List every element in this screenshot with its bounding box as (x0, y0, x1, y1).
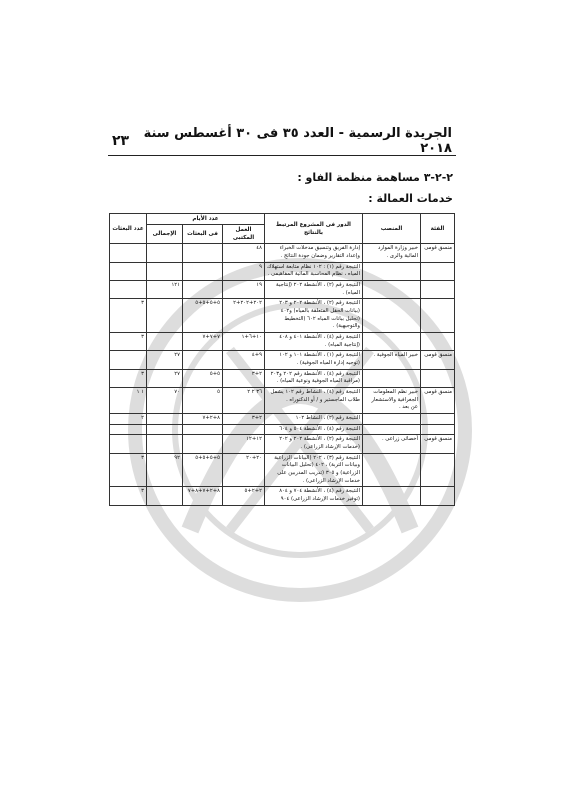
cell-missions: ٥+٥+٥+٥ (183, 453, 223, 487)
cell-total: ٧٠ (147, 388, 183, 414)
cell-category (421, 369, 455, 387)
cell-office: ١٩ (223, 281, 265, 299)
cell-role: النتيجة رقم (٢) ، النشاط ١٠٢ (265, 414, 363, 425)
cell-role: النتيجة رقم (٤) ، الأنشطة ٤٠١ و ٤٠٨ (إنتاجية المياه) . (265, 333, 363, 351)
cell-office: ٢+٣ (223, 369, 265, 387)
cell-missions: ٨+٢+٧ (183, 414, 223, 425)
cell-count (110, 244, 147, 262)
cell-role: النتيجة رقم (١) ، الأنشطة ١٠١ و ١٠٢ (توجيه إدارة المياه الجوفية) . (265, 351, 363, 369)
cell-office: ٢+٢+٥ (223, 487, 265, 505)
cell-total (147, 262, 183, 280)
cell-office: ٤٨ (223, 244, 265, 262)
table-row (110, 262, 455, 280)
cell-category (421, 299, 455, 333)
cell-total: ٢٧ (147, 369, 183, 387)
cell-total (147, 333, 183, 351)
table-row (110, 388, 455, 414)
cell-category (421, 414, 455, 425)
cell-office: ٩+٤ (223, 351, 265, 369)
page-header (112, 126, 452, 156)
cell-count: ٣ (110, 333, 147, 351)
cell-total (147, 424, 183, 435)
cell-missions (183, 424, 223, 435)
cell-position (363, 369, 421, 387)
cell-count: ٢ (110, 414, 147, 425)
cell-missions (183, 435, 223, 453)
cell-role: النتيجة رقم (٤) ، النشاط رقم ١٠٢ يشمل طلاب الماجستير و / أو الدكتوراه . (265, 388, 363, 414)
header-missions-count: عدد البعثات (110, 214, 147, 244)
cell-count (110, 281, 147, 299)
cell-missions: ٨+٢+٧+٨+٧ (183, 487, 223, 505)
cell-missions (183, 244, 223, 262)
cell-total (147, 244, 183, 262)
cell-position: خبير المياه الجوفية . (363, 351, 421, 369)
cell-category (421, 424, 455, 435)
cell-total (147, 414, 183, 425)
cell-total: ٢٧ (147, 351, 183, 369)
cell-position (363, 424, 421, 435)
cell-role: النتيجة رقم (٢) ، الأنشطة ٢٠٢ و ٢٠٢ (خدمات الإرشاد الزراعى) . (265, 435, 363, 453)
header-category: الفئة (421, 214, 455, 244)
table-row (110, 281, 455, 299)
cell-position: أخصائى زراعى . (363, 435, 421, 453)
gazette-title: الجريدة الرسمية - العدد ٣٥ فى ٣٠ أغسطس سنة ٢٠١٨ (143, 126, 452, 156)
cell-role: النتيجة رقم (١) : ١٠٢ نظام متابعة استهلاك المياه ، نظام المحاسبة المائية المفاهيمى . (265, 262, 363, 280)
table-row (110, 299, 455, 333)
cell-position: خبير نظم المعلومات الجغرافية والاستشعار عن بعد . (363, 388, 421, 414)
cell-role: النتيجة رقم (٢) ، الأنشطة ٢٠٢ (إنتاجية المياه) . (265, 281, 363, 299)
cell-count: ١ ١ (110, 388, 147, 414)
table-row (110, 435, 455, 453)
header-days-group: عدد الأيام (147, 214, 265, 225)
cell-category: منسق قومى (421, 388, 455, 414)
cell-count: ٣ (110, 299, 147, 333)
cell-position (363, 487, 421, 505)
cell-count: ٣ (110, 453, 147, 487)
cell-office: ١٢+١٢ (223, 435, 265, 453)
cell-role: النتيجة رقم (٤) ، الأنشطة ٥٠٤ و ٦٠٤ (265, 424, 363, 435)
cell-office: ٢٠٢+٢٠٢+٢ (223, 299, 265, 333)
cell-missions (183, 351, 223, 369)
cell-office (223, 424, 265, 435)
cell-role: النتيجة رقم (٤) ، الأنشطة رقم ٢٠٢ و٢٠٣ (مراقبة المياه الجوفية ونوعية المياه) . (265, 369, 363, 387)
cell-missions: ٥ (183, 388, 223, 414)
cell-position (363, 299, 421, 333)
cell-position (363, 453, 421, 487)
cell-total (147, 487, 183, 505)
cell-role: إدارة الفريق وتنسيق مدخلات الخبراء وإعداد التقارير وضمان جودة النتائج . (265, 244, 363, 262)
cell-total (147, 435, 183, 453)
page-number: ٢٣ (112, 133, 130, 149)
cell-position: خبير وزارة الموارد المائية والرى . (363, 244, 421, 262)
cell-office: ٣٦ ٢ ٢ (223, 388, 265, 414)
table-row (110, 333, 455, 351)
cell-count: ٣ (110, 487, 147, 505)
cell-position (363, 281, 421, 299)
cell-total: ١٢١ (147, 281, 183, 299)
cell-category (421, 262, 455, 280)
cell-total: ٩٢ (147, 453, 183, 487)
cell-office: ٩ (223, 262, 265, 280)
cell-role: النتيجة رقم (٣) ، ٢٠٢ (البيانات الزراعية وبيانات التربة) ، ٤٠٢ (تحليل البيانات الزراعية) و ٣٠٥ (تدريب المدربين على خدمات الإرشاد الزراعى) . (265, 453, 363, 487)
table-row (110, 424, 455, 435)
header-office: العمل المكتبى (223, 225, 265, 244)
cell-category (421, 333, 455, 351)
cell-count (110, 351, 147, 369)
cell-count (110, 262, 147, 280)
cell-missions (183, 262, 223, 280)
table-row (110, 244, 455, 262)
cell-count: ٣ (110, 369, 147, 387)
cell-office: ٢٠+٢٠ (223, 453, 265, 487)
cell-count (110, 424, 147, 435)
labor-services-table (109, 213, 455, 506)
header-role: الدور فى المشروع المرتبط بالنتائج (265, 214, 363, 244)
table-row (110, 453, 455, 487)
cell-category: منسق قومى (421, 351, 455, 369)
cell-position (363, 333, 421, 351)
cell-category: منسق قومى (421, 244, 455, 262)
header-total: الإجمالى (147, 225, 183, 244)
cell-missions: ٥+٥+٥+٥ (183, 299, 223, 333)
cell-missions: ٧+٧+٧ (183, 333, 223, 351)
table-row (110, 351, 455, 369)
cell-position (363, 414, 421, 425)
subsection-title: خدمات العمالة : (368, 192, 453, 205)
cell-office: ١٠+٦+١ (223, 333, 265, 351)
section-title: ٢-٢-٣ مساهمة منظمة الفاو : (297, 171, 453, 184)
table-row (110, 487, 455, 505)
cell-total (147, 299, 183, 333)
cell-count (110, 435, 147, 453)
cell-missions: ٥+٥ (183, 369, 223, 387)
table-row (110, 369, 455, 387)
cell-missions (183, 281, 223, 299)
cell-category: منسق قومى (421, 435, 455, 453)
cell-role: النتيجة رقم (٢) ، الأنشطة ٢٠٢ و ٢٠٣ (بيانات الحقل المتعلقة بالمياه) و٤٠٢ (تحليل بيانات المياه ٦٠٢ (التخطيط والتوجيهية) . (265, 299, 363, 333)
cell-category (421, 487, 455, 505)
cell-category (421, 453, 455, 487)
header-missions: فى البعثات (183, 225, 223, 244)
header-divider (108, 155, 456, 156)
cell-office: ٢+٣ (223, 414, 265, 425)
header-position: المنصب (363, 214, 421, 244)
cell-category (421, 281, 455, 299)
table-row (110, 414, 455, 425)
cell-role: النتيجة رقم (٤) ، الأنشطة ٧٠٤ و ٨٠٤ (توفير خدمات الإرشاد الزراعى) ٩٠٤ (265, 487, 363, 505)
cell-position (363, 262, 421, 280)
